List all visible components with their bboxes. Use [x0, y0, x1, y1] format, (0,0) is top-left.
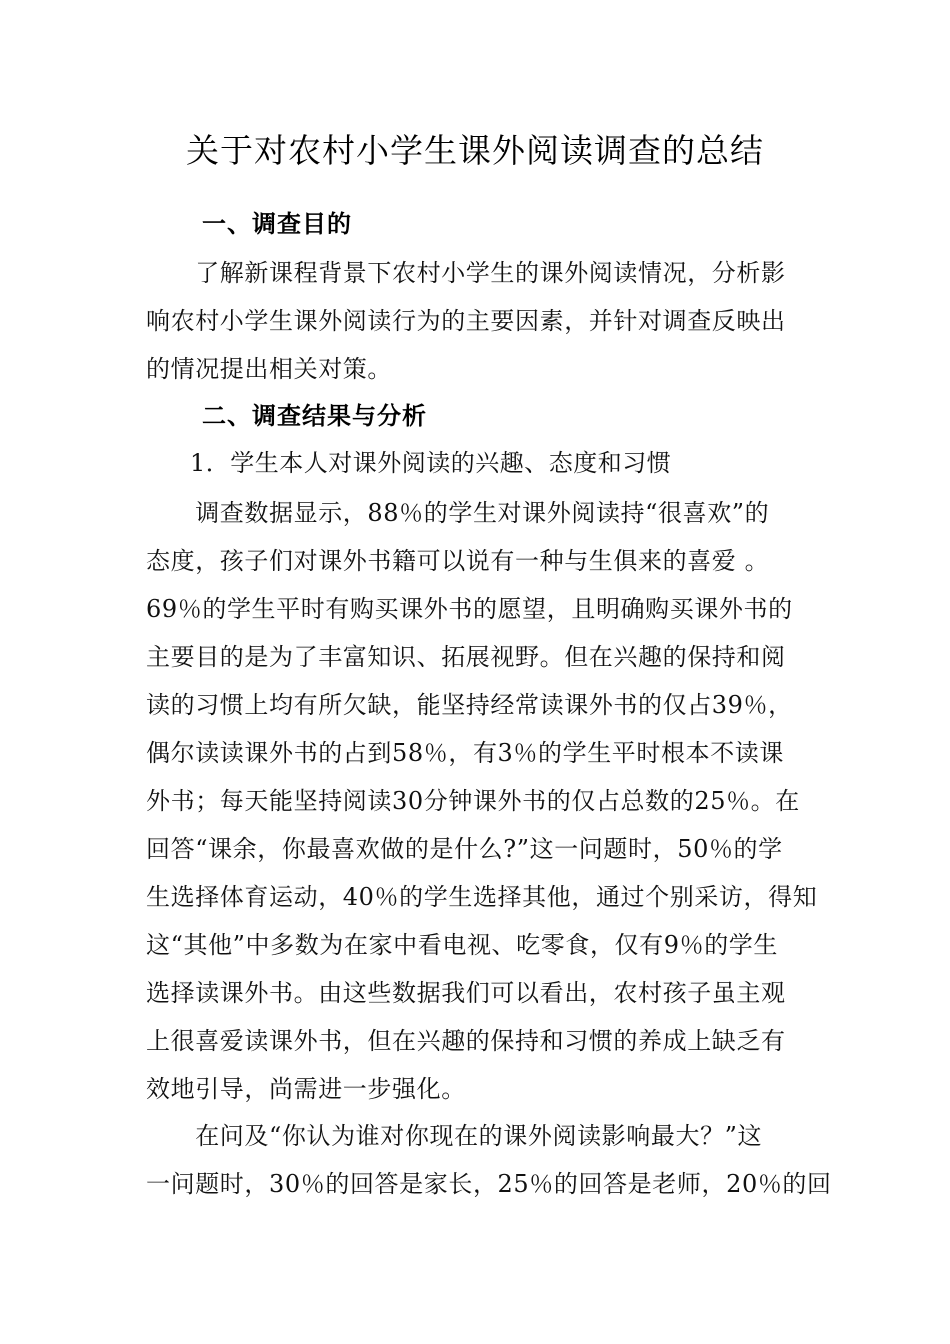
paragraph-line: 响农村小学生课外阅读行为的主要因素，并针对调查反映出 [146, 307, 786, 335]
paragraph-line: 上很喜爱读课外书，但在兴趣的保持和习惯的养成上缺乏有 [146, 1027, 786, 1055]
paragraph-line: 态度，孩子们对课外书籍可以说有一种与生俱来的喜爱 。 [146, 547, 770, 575]
paragraph-line: 的情况提出相关对策。 [146, 355, 392, 383]
paragraph-line: 这“其他”中多数为在家中看电视、吃零食，仅有9％的学生 [146, 931, 779, 959]
paragraph-line: 调查数据显示，88％的学生对课外阅读持“很喜欢”的 [146, 499, 770, 527]
paragraph-line: 偶尔读读课外书的占到58％，有3％的学生平时根本不读课 [146, 739, 785, 767]
document-title: 关于对农村小学生课外阅读调查的总结 [186, 131, 764, 170]
paragraph-line: 了解新课程背景下农村小学生的课外阅读情况，分析影 [146, 259, 786, 287]
section-heading-purpose: 一、调查目的 [202, 210, 352, 238]
results-paragraph-1 [146, 489, 818, 1113]
results-paragraph-2 [146, 1112, 832, 1208]
paragraph-line: 读的习惯上均有所欠缺，能坚持经常读课外书的仅占39％， [146, 691, 793, 719]
section-heading-results: 二、调查结果与分析 [202, 402, 427, 430]
paragraph-line: 在问及“你认为谁对你现在的课外阅读影响最大？”这 [146, 1122, 763, 1150]
paragraph-line: 效地引导，尚需进一步强化。 [146, 1075, 466, 1103]
paragraph-line: 外书；每天能坚持阅读30分钟课外书的仅占总数的25％。在 [146, 787, 800, 815]
paragraph-line: 69％的学生平时有购买课外书的愿望，且明确购买课外书的 [146, 595, 793, 623]
paragraph-line: 主要目的是为了丰富知识、拓展视野。但在兴趣的保持和阅 [146, 643, 786, 671]
paragraph-line: 回答“课余，你最喜欢做的是什么?”这一问题时，50％的学 [146, 835, 783, 863]
paragraph-line: 生选择体育运动，40％的学生选择其他，通过个别采访，得知 [146, 883, 818, 911]
paragraph-line: 选择读课外书。由这些数据我们可以看出，农村孩子虽主观 [146, 979, 786, 1007]
subsection-heading-interest: 1．学生本人对课外阅读的兴趣、态度和习惯 [190, 449, 672, 477]
purpose-paragraph [146, 249, 806, 393]
paragraph-line: 一问题时，30％的回答是家长，25％的回答是老师，20％的回 [146, 1170, 832, 1198]
